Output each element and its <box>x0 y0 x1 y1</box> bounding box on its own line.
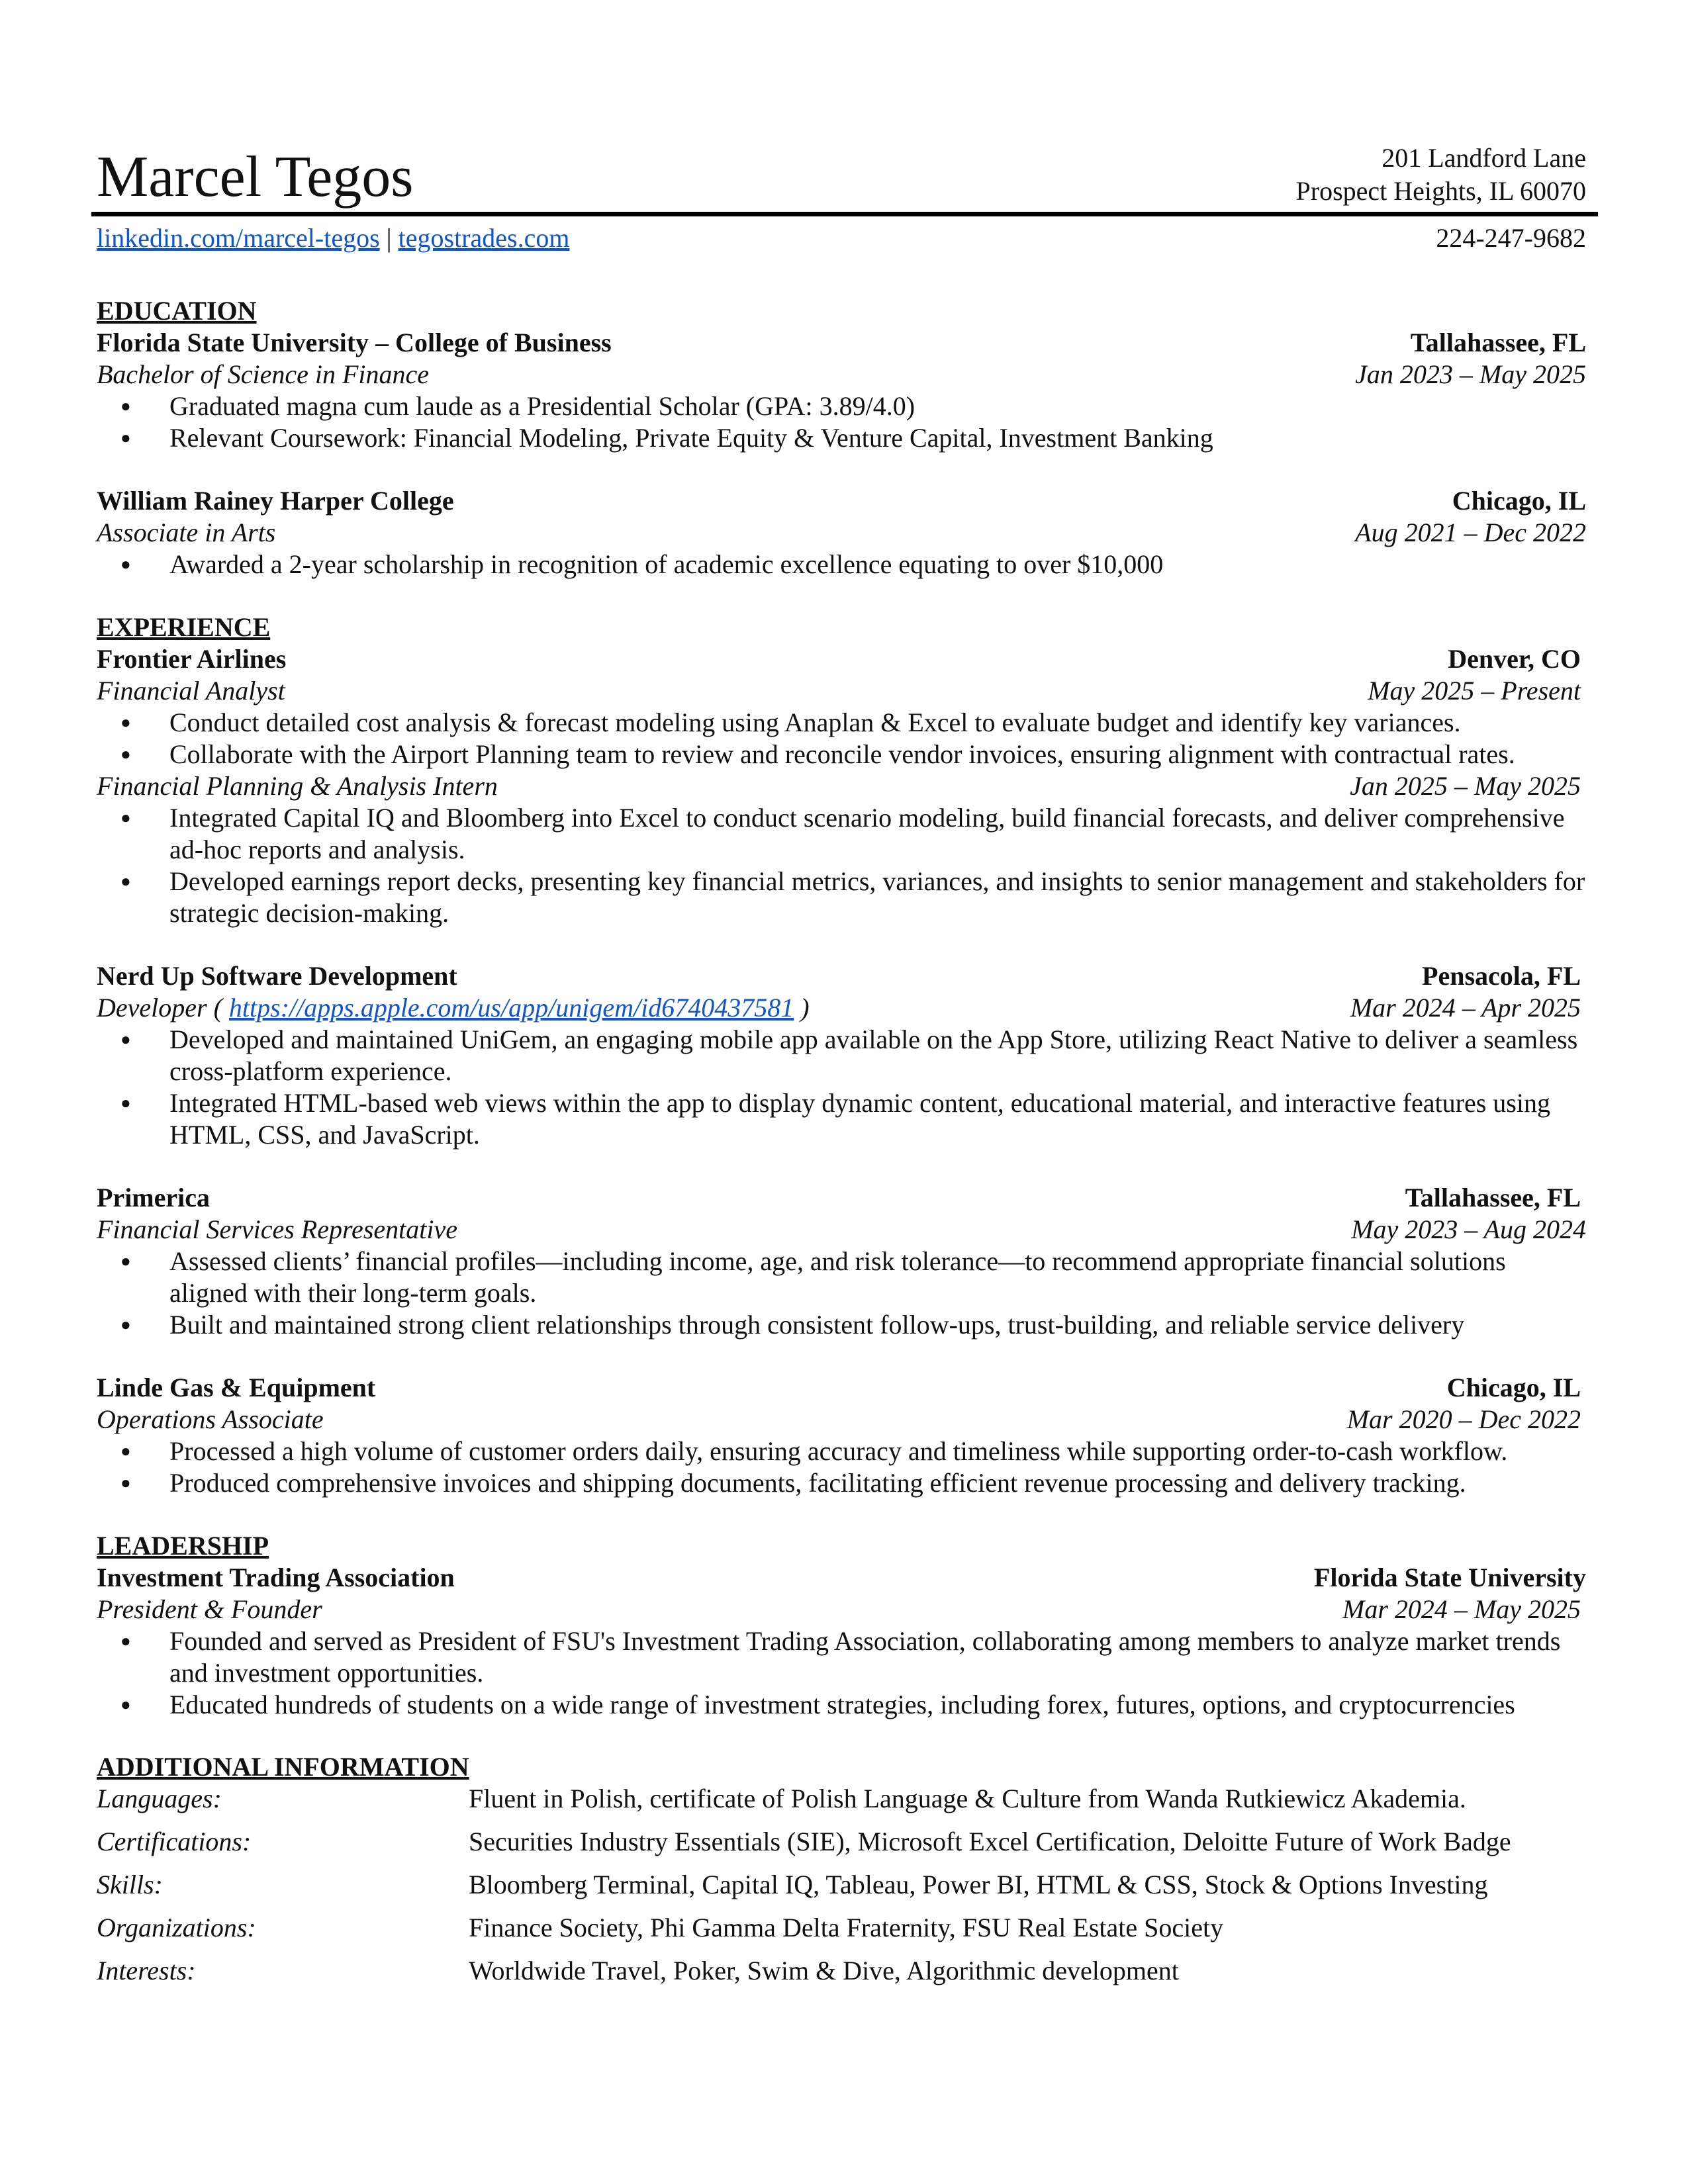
list-item: ● Integrated HTML-based web views within the app to display dynamic content, educational material, and interactive features using HTML, CSS, and JavaScript. <box>97 1087 1586 1151</box>
job-title: Operations Associate <box>97 1404 324 1434</box>
entry-subheader <box>97 1214 1586 1246</box>
list-item: ● Developed earnings report decks, presenting key financial metrics, variances, and insights to senior management and stakeholders for strategic decision-making. <box>97 866 1586 929</box>
experience-entry-linde <box>97 1372 1586 1499</box>
bullet-list <box>97 1435 1586 1499</box>
entry-header <box>97 1182 1586 1214</box>
info-value: Finance Society, Phi Gamma Delta Fraternity, FSU Real Estate Society <box>469 1913 1224 1942</box>
entry-header <box>97 1562 1586 1594</box>
dates: Aug 2021 – Dec 2022 <box>1355 518 1586 547</box>
header-divider <box>91 212 1598 216</box>
candidate-name: Marcel Tegos <box>97 145 414 209</box>
list-item: ● Collaborate with the Airport Planning team to review and reconcile vendor invoices, ensuring alignment with contractual rates. <box>97 739 1586 770</box>
address-line-2: Prospect Heights, IL 60070 <box>1295 176 1586 206</box>
bullet-list <box>97 1024 1586 1151</box>
info-value: Fluent in Polish, certificate of Polish Language & Culture from Wanda Rutkiewicz Akademia. <box>469 1784 1466 1813</box>
company-location: Pensacola, FL <box>1422 961 1581 991</box>
company-location: Denver, CO <box>1448 644 1581 674</box>
bullet-list <box>97 707 1586 770</box>
leadership-entry <box>97 1562 1586 1721</box>
bullet-list <box>97 549 1586 580</box>
degree: Associate in Arts <box>97 518 276 547</box>
company-name: Nerd Up Software Development <box>97 961 457 991</box>
company-name: Frontier Airlines <box>97 644 287 674</box>
list-item: ● Integrated Capital IQ and Bloomberg into Excel to conduct scenario modeling, build financial forecasts, and deliver comprehensive ad-hoc reports and analysis. <box>97 802 1586 866</box>
additional-info-heading: ADDITIONAL INFORMATION <box>97 1752 469 1782</box>
dates: May 2025 – Present <box>1368 676 1581 705</box>
list-item: ● Developed and maintained UniGem, an engaging mobile app available on the App Store, utilizing React Native to deliver a seamless cross-platform experience. <box>97 1024 1586 1087</box>
entry-subheader <box>97 675 1586 707</box>
experience-entry-primerica <box>97 1182 1586 1341</box>
education-entry-harper <box>97 485 1586 580</box>
dates: Jan 2025 – May 2025 <box>1350 771 1581 801</box>
bullet-list <box>97 390 1586 454</box>
job-title: Financial Services Representative <box>97 1214 457 1244</box>
info-label: Organizations: <box>97 1913 256 1942</box>
list-item: ● Awarded a 2-year scholarship in recognition of academic excellence equating to over $10,000 <box>97 549 1586 580</box>
info-label: Certifications: <box>97 1827 252 1856</box>
entry-header <box>97 327 1586 359</box>
school-location: Chicago, IL <box>1452 486 1586 516</box>
resume-body <box>97 295 1586 1998</box>
school-name: Florida State University – College of Business <box>97 328 612 357</box>
bullet-list <box>97 1246 1586 1341</box>
experience-entry-nerdup <box>97 960 1586 1151</box>
leadership-heading: LEADERSHIP <box>97 1531 269 1561</box>
contact-separator: | <box>386 223 392 253</box>
education-entry-fsu <box>97 327 1586 454</box>
list-item: ● Conduct detailed cost analysis & forecast modeling using Anaplan & Excel to evaluate budget and identify key variances. <box>97 707 1586 739</box>
info-value: Securities Industry Essentials (SIE), Microsoft Excel Certification, Deloitte Future of Work Badge <box>469 1827 1511 1856</box>
entry-header <box>97 485 1586 517</box>
list-item: ● Assessed clients’ financial profiles—including income, age, and risk tolerance—to recommend appropriate financial solutions aligned with their long-term goals. <box>97 1246 1586 1309</box>
info-row-organizations <box>97 1912 1586 1955</box>
dates: May 2023 – Aug 2024 <box>1351 1214 1586 1244</box>
degree: Bachelor of Science in Finance <box>97 359 430 389</box>
info-row-languages <box>97 1783 1586 1826</box>
entry-header <box>97 960 1586 992</box>
website-link[interactable]: tegostrades.com <box>398 223 570 253</box>
job-title-suffix: ) <box>794 993 810 1023</box>
dates: Mar 2020 – Dec 2022 <box>1346 1404 1581 1434</box>
company-name: Linde Gas & Equipment <box>97 1373 376 1402</box>
info-value: Bloomberg Terminal, Capital IQ, Tableau, Power BI, HTML & CSS, Stock & Options Investing <box>469 1870 1488 1899</box>
info-value: Worldwide Travel, Poker, Swim & Dive, Algorithmic development <box>469 1956 1179 1985</box>
company-location: Tallahassee, FL <box>1405 1183 1581 1212</box>
list-item: ● Graduated magna cum laude as a Presidential Scholar (GPA: 3.89/4.0) <box>97 390 1586 422</box>
bullet-list <box>97 802 1586 929</box>
job-title: Financial Analyst <box>97 676 285 705</box>
entry-header <box>97 1372 1586 1404</box>
job-title-prefix: Developer ( <box>97 993 229 1023</box>
entry-subheader <box>97 359 1586 390</box>
list-item: ● Processed a high volume of customer orders daily, ensuring accuracy and timeliness while supporting order-to-cash workflow. <box>97 1435 1586 1467</box>
additional-info-list <box>97 1783 1586 1998</box>
dates: Mar 2024 – May 2025 <box>1342 1594 1581 1624</box>
info-row-interests <box>97 1955 1586 1998</box>
mailing-address <box>1296 142 1586 208</box>
organization-location: Florida State University <box>1313 1563 1586 1592</box>
list-item: ● Founded and served as President of FSU's Investment Trading Association, collaborating among members to analyze market trends and investment opportunities. <box>97 1625 1586 1689</box>
linkedin-link[interactable]: linkedin.com/marcel-tegos <box>97 223 380 253</box>
phone-number: 224-247-9682 <box>1436 223 1586 253</box>
info-row-certifications <box>97 1826 1586 1869</box>
entry-subheader <box>97 992 1586 1024</box>
dates: Mar 2024 – Apr 2025 <box>1350 993 1581 1023</box>
info-label: Skills: <box>97 1870 163 1899</box>
info-label: Interests: <box>97 1956 196 1985</box>
entry-subheader <box>97 517 1586 549</box>
entry-subheader <box>97 1594 1586 1625</box>
list-item: ● Built and maintained strong client relationships through consistent follow-ups, trust-building, and reliable service delivery <box>97 1309 1586 1341</box>
list-item: ● Educated hundreds of students on a wide range of investment strategies, including forex, futures, options, and cryptocurrencies <box>97 1689 1586 1721</box>
school-location: Tallahassee, FL <box>1410 328 1586 357</box>
app-store-link[interactable]: https://apps.apple.com/us/app/unigem/id6740437581 <box>228 993 794 1023</box>
list-item: ● Relevant Coursework: Financial Modeling, Private Equity & Venture Capital, Investment Banking <box>97 422 1586 454</box>
job-title: Financial Planning & Analysis Intern <box>97 771 498 801</box>
address-line-1: 201 Landford Lane <box>1382 143 1586 173</box>
experience-heading: EXPERIENCE <box>97 612 271 642</box>
dates: Jan 2023 – May 2025 <box>1355 359 1586 389</box>
education-heading: EDUCATION <box>97 296 257 326</box>
entry-subheader <box>97 1404 1586 1435</box>
list-item: ● Produced comprehensive invoices and shipping documents, facilitating efficient revenue processing and delivery tracking. <box>97 1467 1586 1499</box>
school-name: William Rainey Harper College <box>97 486 454 516</box>
job-title <box>97 992 810 1024</box>
position-title: President & Founder <box>97 1594 322 1624</box>
info-row-skills <box>97 1869 1586 1912</box>
company-location: Chicago, IL <box>1446 1373 1581 1402</box>
entry-header <box>97 643 1586 675</box>
info-label: Languages: <box>97 1784 222 1813</box>
resume-page <box>97 138 1586 1985</box>
entry-subheader <box>97 770 1586 802</box>
company-name: Primerica <box>97 1183 210 1212</box>
organization-name: Investment Trading Association <box>97 1563 455 1592</box>
resume-header <box>97 138 1586 253</box>
contact-line <box>97 220 1586 257</box>
experience-entry-frontier <box>97 643 1586 929</box>
bullet-list <box>97 1625 1586 1721</box>
